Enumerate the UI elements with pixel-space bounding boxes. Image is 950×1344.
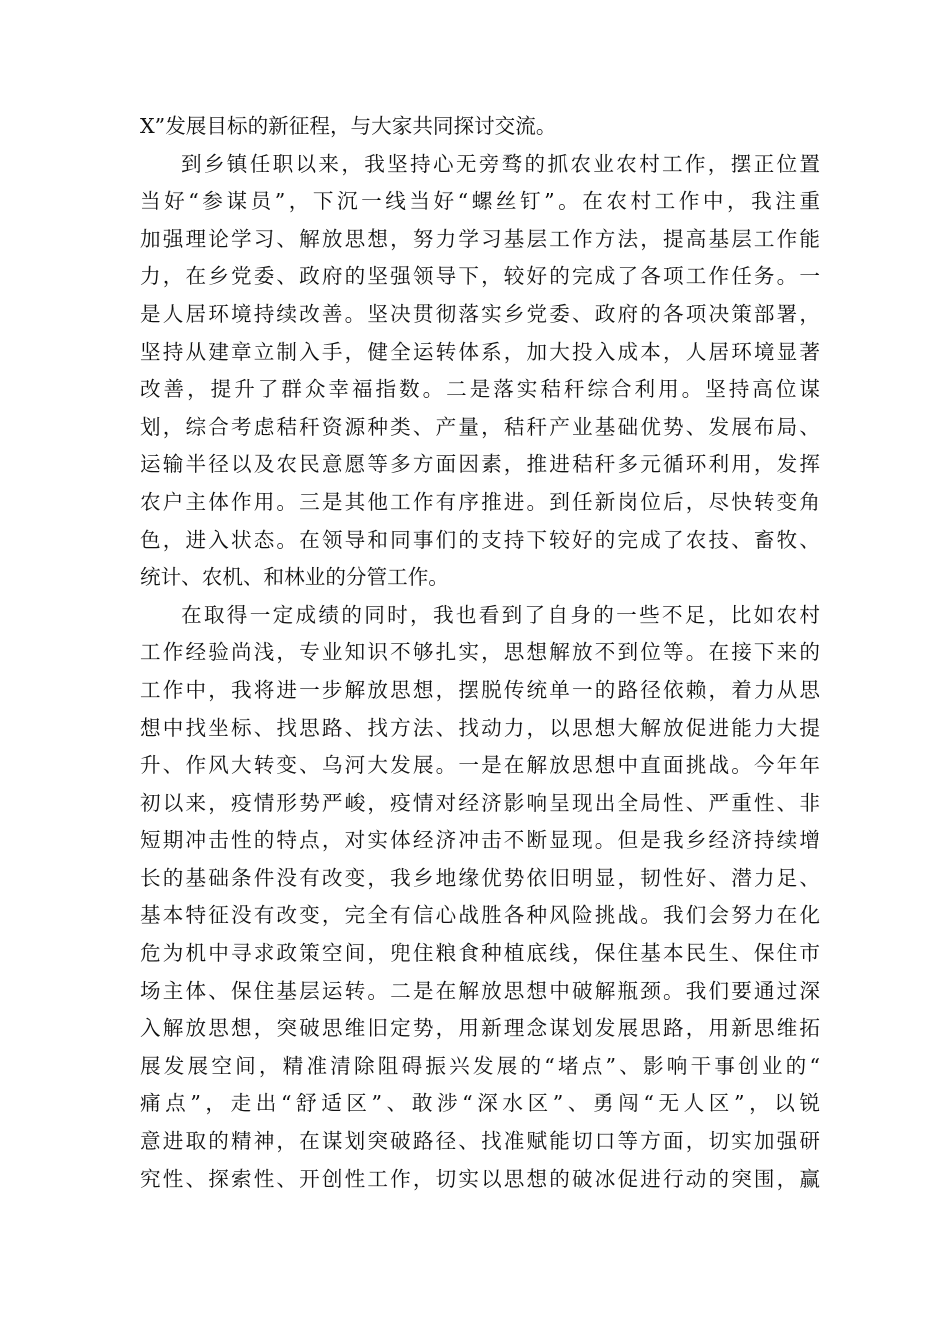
text-line: 基本特征没有改变，完全有信心战胜各种风险挑战。我们会努力在化 <box>140 903 820 928</box>
text-line: 是人居环境持续改善。坚决贯彻落实乡党委、政府的各项决策部署， <box>140 301 820 326</box>
text-line: 痛点”，走出“舒适区”、敢涉“深水区”、勇闯“无人区”，以锐 <box>140 1091 820 1116</box>
document-body <box>140 108 820 1198</box>
text-line: 场主体、保住基层运转。二是在解放思想中破解瓶颈。我们要通过深 <box>140 978 820 1003</box>
text-line: 色，进入状态。在领导和同事们的支持下较好的完成了农技、畜牧、 <box>140 527 820 552</box>
text-line: 短期冲击性的特点，对实体经济冲击不断显现。但是我乡经济持续增 <box>140 828 820 853</box>
text-line: 工作经验尚浅，专业知识不够扎实，思想解放不到位等。在接下来的 <box>140 640 820 665</box>
text-line: 改善，提升了群众幸福指数。二是落实秸秆综合利用。坚持高位谋 <box>140 377 820 402</box>
paragraph-first-line: 在取得一定成绩的同时，我也看到了自身的一些不足，比如农村 <box>181 602 820 627</box>
paragraph-first-line: 到乡镇任职以来，我坚持心无旁骛的抓农业农村工作，摆正位置 <box>181 151 820 176</box>
text-line: 农户主体作用。三是其他工作有序推进。到任新岗位后，尽快转变角 <box>140 489 820 514</box>
text-line: 究性、探索性、开创性工作，切实以思想的破冰促进行动的突围，赢 <box>140 1166 820 1191</box>
text-line: 长的基础条件没有改变，我乡地缘优势依旧明显，韧性好、潜力足、 <box>140 865 820 890</box>
text-line: 意进取的精神，在谋划突破路径、找准赋能切口等方面，切实加强研 <box>140 1129 820 1154</box>
text-line: 升、作风大转变、乌河大发展。一是在解放思想中直面挑战。今年年 <box>140 753 820 778</box>
text-line: 划，综合考虑秸秆资源种类、产量，秸秆产业基础优势、发展布局、 <box>140 414 820 439</box>
text-line: 加强理论学习、解放思想，努力学习基层工作方法，提高基层工作能 <box>140 226 820 251</box>
text-line: 入解放思想，突破思维旧定势，用新理念谋划发展思路，用新思维拓 <box>140 1016 820 1041</box>
text-line: 统计、农机、和林业的分管工作。 <box>140 565 449 590</box>
text-line: 初以来，疫情形势严峻，疫情对经济影响呈现出全局性、严重性、非 <box>140 790 820 815</box>
text-line: X”发展目标的新征程，与大家共同探讨交流。 <box>140 114 557 138</box>
text-line: 力，在乡党委、政府的坚强领导下，较好的完成了各项工作任务。一 <box>140 264 820 289</box>
text-line: 想中找坐标、找思路、找方法、找动力，以思想大解放促进能力大提 <box>140 715 820 740</box>
text-line: 危为机中寻求政策空间，兜住粮食种植底线，保住基本民生、保住市 <box>140 941 820 966</box>
text-line: 当好“参谋员”，下沉一线当好“螺丝钉”。在农村工作中，我注重 <box>140 189 820 214</box>
text-line: 坚持从建章立制入手，健全运转体系，加大投入成本，人居环境显著 <box>140 339 820 364</box>
text-line: 运输半径以及农民意愿等多方面因素，推进秸秆多元循环利用，发挥 <box>140 452 820 477</box>
text-line: 展发展空间，精准清除阻碍振兴发展的“堵点”、影响干事创业的“ <box>140 1053 820 1078</box>
text-line: 工作中，我将进一步解放思想，摆脱传统单一的路径依赖，着力从思 <box>140 677 820 702</box>
